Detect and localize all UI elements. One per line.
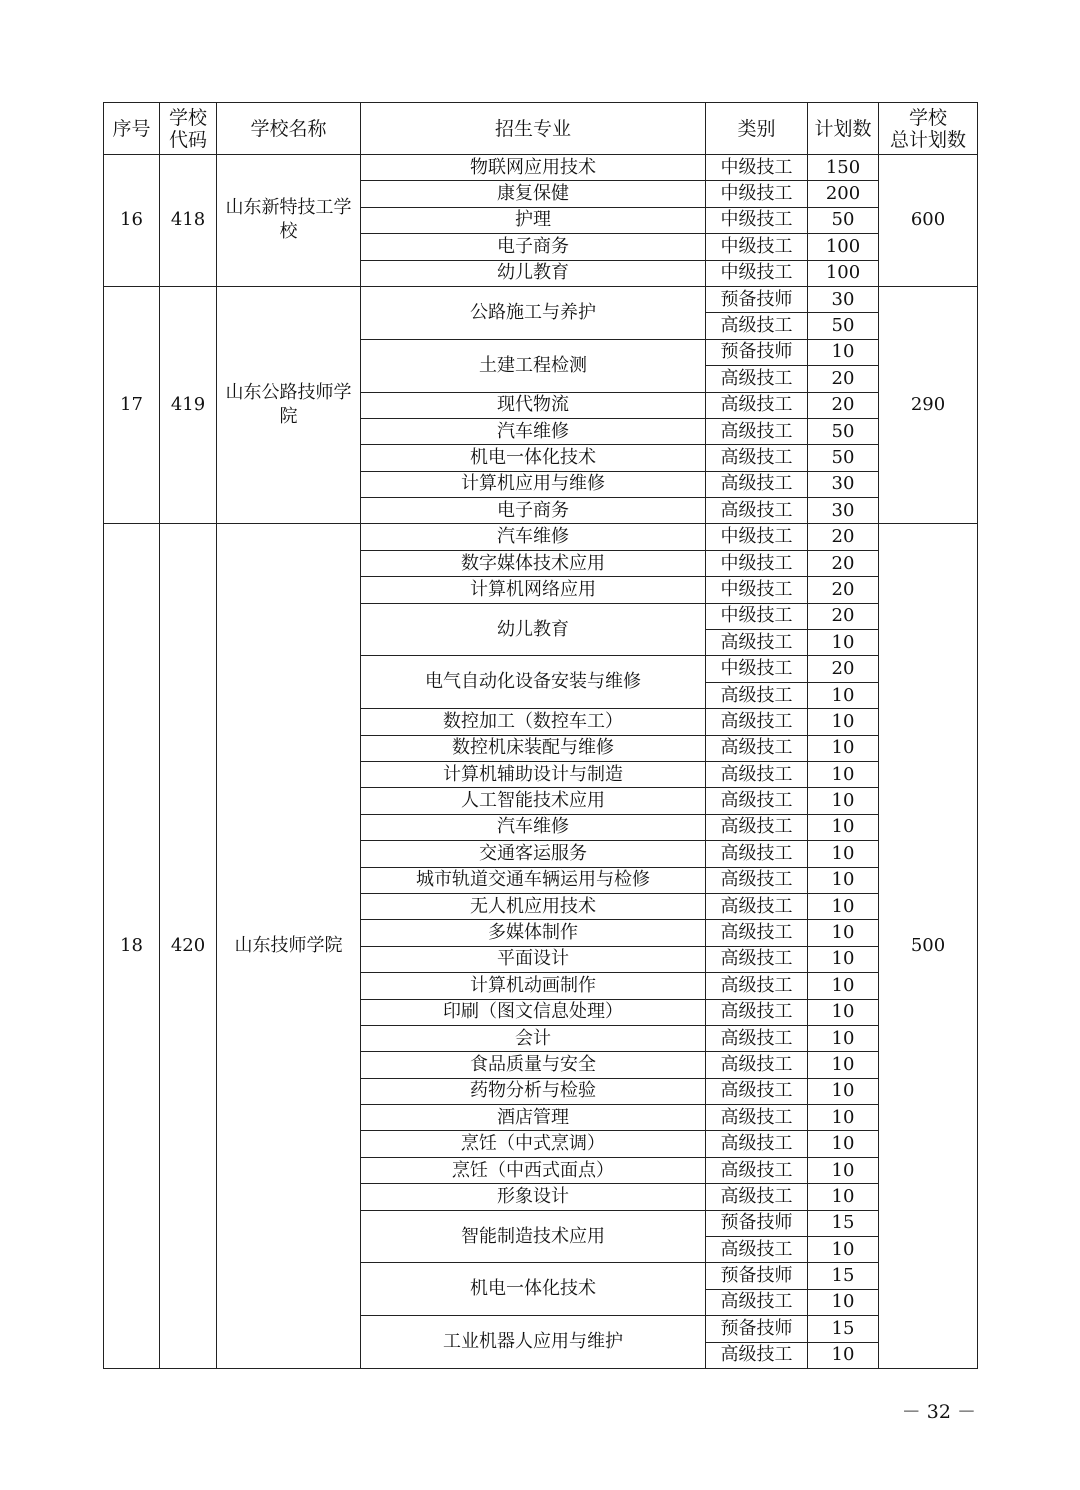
school-seq: 16 bbox=[104, 155, 160, 287]
major-name: 电子商务 bbox=[361, 498, 706, 524]
header-category: 类别 bbox=[706, 103, 808, 155]
plan-count: 30 bbox=[808, 471, 879, 497]
category: 中级技工 bbox=[706, 260, 808, 286]
category: 高级技工 bbox=[706, 1157, 808, 1183]
category: 预备技师 bbox=[706, 286, 808, 312]
category: 高级技工 bbox=[706, 999, 808, 1025]
major-name: 智能制造技术应用 bbox=[361, 1210, 706, 1263]
header-school-code-line2: 代码 bbox=[168, 128, 207, 151]
major-name: 现代物流 bbox=[361, 392, 706, 418]
category: 高级技工 bbox=[706, 1105, 808, 1131]
plan-count: 10 bbox=[808, 841, 879, 867]
category: 高级技工 bbox=[706, 973, 808, 999]
major-name: 数控机床装配与维修 bbox=[361, 735, 706, 761]
table-header-row bbox=[104, 103, 978, 155]
major-name: 工业机器人应用与维护 bbox=[361, 1316, 706, 1369]
category: 高级技工 bbox=[706, 1131, 808, 1157]
plan-count: 20 bbox=[808, 577, 879, 603]
category: 高级技工 bbox=[706, 471, 808, 497]
plan-count: 10 bbox=[808, 761, 879, 787]
plan-count: 10 bbox=[808, 1289, 879, 1315]
major-name: 电子商务 bbox=[361, 234, 706, 260]
plan-count: 50 bbox=[808, 418, 879, 444]
major-name: 护理 bbox=[361, 207, 706, 233]
plan-count: 10 bbox=[808, 946, 879, 972]
major-name: 城市轨道交通车辆运用与检修 bbox=[361, 867, 706, 893]
category: 高级技工 bbox=[706, 920, 808, 946]
header-school-code bbox=[160, 103, 217, 155]
major-name: 康复保健 bbox=[361, 181, 706, 207]
school-total: 600 bbox=[879, 155, 978, 287]
category: 高级技工 bbox=[706, 366, 808, 392]
school-seq: 17 bbox=[104, 286, 160, 524]
plan-count: 10 bbox=[808, 1157, 879, 1183]
major-name: 印刷（图文信息处理） bbox=[361, 999, 706, 1025]
category: 高级技工 bbox=[706, 1025, 808, 1051]
plan-count: 100 bbox=[808, 260, 879, 286]
plan-count: 10 bbox=[808, 867, 879, 893]
plan-count: 10 bbox=[808, 630, 879, 656]
category: 高级技工 bbox=[706, 893, 808, 919]
plan-count: 10 bbox=[808, 920, 879, 946]
enrollment-plan-table bbox=[103, 102, 978, 1369]
plan-count: 10 bbox=[808, 1131, 879, 1157]
plan-count: 10 bbox=[808, 1237, 879, 1263]
plan-count: 10 bbox=[808, 339, 879, 365]
category: 高级技工 bbox=[706, 946, 808, 972]
major-name: 无人机应用技术 bbox=[361, 893, 706, 919]
major-name: 酒店管理 bbox=[361, 1105, 706, 1131]
table-row bbox=[104, 524, 978, 550]
header-seq: 序号 bbox=[104, 103, 160, 155]
category: 预备技师 bbox=[706, 1316, 808, 1342]
plan-count: 10 bbox=[808, 1184, 879, 1210]
plan-count: 200 bbox=[808, 181, 879, 207]
category: 预备技师 bbox=[706, 339, 808, 365]
category: 中级技工 bbox=[706, 155, 808, 181]
category: 高级技工 bbox=[706, 1078, 808, 1104]
school-seq: 18 bbox=[104, 524, 160, 1369]
major-name: 人工智能技术应用 bbox=[361, 788, 706, 814]
plan-count: 30 bbox=[808, 286, 879, 312]
plan-count: 10 bbox=[808, 973, 879, 999]
category: 高级技工 bbox=[706, 709, 808, 735]
category: 高级技工 bbox=[706, 814, 808, 840]
major-name: 幼儿教育 bbox=[361, 603, 706, 656]
plan-count: 150 bbox=[808, 155, 879, 181]
major-name: 烹饪（中西式面点） bbox=[361, 1157, 706, 1183]
plan-count: 10 bbox=[808, 1025, 879, 1051]
major-name: 药物分析与检验 bbox=[361, 1078, 706, 1104]
major-name: 食品质量与安全 bbox=[361, 1052, 706, 1078]
header-school-name: 学校名称 bbox=[217, 103, 361, 155]
major-name: 多媒体制作 bbox=[361, 920, 706, 946]
major-name: 土建工程检测 bbox=[361, 339, 706, 392]
category: 预备技师 bbox=[706, 1210, 808, 1236]
category: 高级技工 bbox=[706, 313, 808, 339]
table-body bbox=[104, 155, 978, 1369]
major-name: 计算机应用与维修 bbox=[361, 471, 706, 497]
major-name: 物联网应用技术 bbox=[361, 155, 706, 181]
header-school-total bbox=[879, 103, 978, 155]
major-name: 汽车维修 bbox=[361, 814, 706, 840]
major-name: 机电一体化技术 bbox=[361, 1263, 706, 1316]
plan-count: 10 bbox=[808, 1342, 879, 1368]
category: 高级技工 bbox=[706, 761, 808, 787]
plan-count: 20 bbox=[808, 656, 879, 682]
plan-count: 15 bbox=[808, 1316, 879, 1342]
category: 中级技工 bbox=[706, 577, 808, 603]
school-code: 419 bbox=[160, 286, 217, 524]
category: 中级技工 bbox=[706, 603, 808, 629]
plan-count: 20 bbox=[808, 603, 879, 629]
major-name: 平面设计 bbox=[361, 946, 706, 972]
plan-count: 50 bbox=[808, 207, 879, 233]
category: 高级技工 bbox=[706, 1289, 808, 1315]
plan-count: 10 bbox=[808, 682, 879, 708]
category: 中级技工 bbox=[706, 234, 808, 260]
school-total: 500 bbox=[879, 524, 978, 1369]
plan-count: 10 bbox=[808, 709, 879, 735]
major-name: 会计 bbox=[361, 1025, 706, 1051]
major-name: 电气自动化设备安装与维修 bbox=[361, 656, 706, 709]
major-name: 数字媒体技术应用 bbox=[361, 550, 706, 576]
category: 高级技工 bbox=[706, 867, 808, 893]
school-name: 山东技师学院 bbox=[217, 524, 361, 1369]
school-code: 418 bbox=[160, 155, 217, 287]
plan-count: 20 bbox=[808, 366, 879, 392]
plan-count: 10 bbox=[808, 893, 879, 919]
plan-count: 10 bbox=[808, 1078, 879, 1104]
school-total: 290 bbox=[879, 286, 978, 524]
category: 中级技工 bbox=[706, 656, 808, 682]
plan-count: 10 bbox=[808, 999, 879, 1025]
table-row bbox=[104, 155, 978, 181]
plan-count: 10 bbox=[808, 735, 879, 761]
header-school-total-line2: 总计划数 bbox=[889, 128, 966, 151]
major-name: 计算机网络应用 bbox=[361, 577, 706, 603]
category: 中级技工 bbox=[706, 181, 808, 207]
major-name: 形象设计 bbox=[361, 1184, 706, 1210]
header-school-code-line1: 学校 bbox=[168, 106, 207, 129]
category: 中级技工 bbox=[706, 524, 808, 550]
major-name: 烹饪（中式烹调） bbox=[361, 1131, 706, 1157]
plan-count: 30 bbox=[808, 498, 879, 524]
category: 高级技工 bbox=[706, 445, 808, 471]
major-name: 计算机动画制作 bbox=[361, 973, 706, 999]
plan-count: 20 bbox=[808, 524, 879, 550]
plan-count: 10 bbox=[808, 1052, 879, 1078]
category: 高级技工 bbox=[706, 392, 808, 418]
category: 高级技工 bbox=[706, 1052, 808, 1078]
major-name: 机电一体化技术 bbox=[361, 445, 706, 471]
plan-count: 10 bbox=[808, 788, 879, 814]
category: 高级技工 bbox=[706, 630, 808, 656]
plan-count: 100 bbox=[808, 234, 879, 260]
header-plan: 计划数 bbox=[808, 103, 879, 155]
plan-count: 10 bbox=[808, 814, 879, 840]
plan-count: 50 bbox=[808, 445, 879, 471]
major-name: 汽车维修 bbox=[361, 418, 706, 444]
header-major: 招生专业 bbox=[361, 103, 706, 155]
category: 高级技工 bbox=[706, 418, 808, 444]
category: 中级技工 bbox=[706, 550, 808, 576]
table-row bbox=[104, 286, 978, 312]
category: 高级技工 bbox=[706, 1184, 808, 1210]
major-name: 计算机辅助设计与制造 bbox=[361, 761, 706, 787]
major-name: 幼儿教育 bbox=[361, 260, 706, 286]
plan-count: 10 bbox=[808, 1105, 879, 1131]
plan-count: 20 bbox=[808, 392, 879, 418]
category: 高级技工 bbox=[706, 735, 808, 761]
page-number: － 32 － bbox=[901, 1401, 976, 1423]
category: 高级技工 bbox=[706, 1237, 808, 1263]
school-name: 山东公路技师学院 bbox=[217, 286, 361, 524]
major-name: 数控加工（数控车工） bbox=[361, 709, 706, 735]
plan-count: 15 bbox=[808, 1210, 879, 1236]
plan-count: 20 bbox=[808, 550, 879, 576]
school-code: 420 bbox=[160, 524, 217, 1369]
major-name: 公路施工与养护 bbox=[361, 286, 706, 339]
plan-count: 50 bbox=[808, 313, 879, 339]
category: 预备技师 bbox=[706, 1263, 808, 1289]
category: 高级技工 bbox=[706, 788, 808, 814]
header-school-total-line1: 学校 bbox=[908, 106, 947, 129]
school-name: 山东新特技工学校 bbox=[217, 155, 361, 287]
category: 高级技工 bbox=[706, 498, 808, 524]
plan-count: 15 bbox=[808, 1263, 879, 1289]
category: 高级技工 bbox=[706, 841, 808, 867]
major-name: 交通客运服务 bbox=[361, 841, 706, 867]
major-name: 汽车维修 bbox=[361, 524, 706, 550]
category: 高级技工 bbox=[706, 682, 808, 708]
category: 中级技工 bbox=[706, 207, 808, 233]
category: 高级技工 bbox=[706, 1342, 808, 1368]
